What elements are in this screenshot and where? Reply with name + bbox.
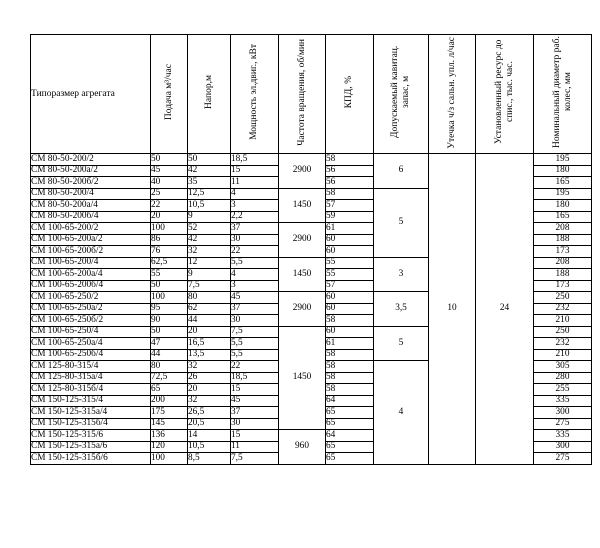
header-rpm: Частота вращения, об/мин	[279, 35, 326, 154]
cell-head: 9	[188, 211, 231, 223]
cell-power: 4	[231, 188, 279, 200]
cell-power: 37	[231, 407, 279, 419]
cell-kpd: 58	[326, 372, 374, 384]
cell-npsh: 3,5	[374, 292, 429, 327]
cell-power: 5,5	[231, 349, 279, 361]
cell-head: 32	[188, 395, 231, 407]
cell-head: 62	[188, 303, 231, 315]
cell-name: СМ 80-50-200/2	[31, 154, 151, 166]
cell-flow: 145	[151, 418, 188, 430]
cell-diameter: 195	[534, 188, 592, 200]
cell-diameter: 232	[534, 338, 592, 350]
cell-flow: 65	[151, 384, 188, 396]
cell-diameter: 210	[534, 349, 592, 361]
cell-head: 32	[188, 361, 231, 373]
cell-npsh: 5	[374, 326, 429, 361]
cell-name: СМ 100-65-200б/2	[31, 246, 151, 258]
cell-flow: 40	[151, 177, 188, 189]
cell-power: 30	[231, 418, 279, 430]
cell-diameter: 255	[534, 384, 592, 396]
cell-head: 13,5	[188, 349, 231, 361]
header-power: Мощность эл.двиг., кВт	[231, 35, 279, 154]
cell-flow: 90	[151, 315, 188, 327]
cell-npsh: 6	[374, 154, 429, 189]
cell-rpm: 2900	[279, 223, 326, 258]
cell-name: СМ 100-65-250/2	[31, 292, 151, 304]
cell-diameter: 335	[534, 430, 592, 442]
cell-npsh: 3	[374, 257, 429, 292]
cell-power: 30	[231, 234, 279, 246]
cell-power: 18,5	[231, 154, 279, 166]
cell-diameter: 165	[534, 211, 592, 223]
cell-power: 2,2	[231, 211, 279, 223]
cell-leak: 10	[429, 154, 476, 465]
cell-head: 42	[188, 234, 231, 246]
cell-head: 14	[188, 430, 231, 442]
cell-head: 10,5	[188, 200, 231, 212]
cell-power: 7,5	[231, 453, 279, 465]
cell-head: 8,5	[188, 453, 231, 465]
cell-head: 9	[188, 269, 231, 281]
cell-diameter: 173	[534, 280, 592, 292]
cell-kpd: 57	[326, 280, 374, 292]
cell-flow: 100	[151, 292, 188, 304]
cell-npsh: 4	[374, 361, 429, 465]
cell-flow: 100	[151, 453, 188, 465]
cell-head: 50	[188, 154, 231, 166]
pump-spec-table	[30, 34, 592, 465]
cell-flow: 120	[151, 441, 188, 453]
cell-name: СМ 150-125-315а/6	[31, 441, 151, 453]
cell-kpd: 58	[326, 188, 374, 200]
cell-head: 10,5	[188, 441, 231, 453]
cell-flow: 20	[151, 211, 188, 223]
header-kpd: КПД, %	[326, 35, 374, 154]
cell-kpd: 58	[326, 361, 374, 373]
header-row	[31, 35, 592, 154]
cell-rpm: 1450	[279, 257, 326, 292]
cell-flow: 136	[151, 430, 188, 442]
cell-diameter: 165	[534, 177, 592, 189]
cell-flow: 86	[151, 234, 188, 246]
cell-kpd: 57	[326, 200, 374, 212]
cell-name: СМ 150-125-315б/4	[31, 418, 151, 430]
cell-power: 22	[231, 246, 279, 258]
cell-name: СМ 100-65-200а/2	[31, 234, 151, 246]
cell-head: 20	[188, 326, 231, 338]
cell-kpd: 61	[326, 338, 374, 350]
cell-power: 37	[231, 303, 279, 315]
cell-head: 26,5	[188, 407, 231, 419]
cell-power: 15	[231, 165, 279, 177]
cell-flow: 55	[151, 269, 188, 281]
header-flow: Подача м³/час	[151, 35, 188, 154]
cell-name: СМ 150-125-315а/4	[31, 407, 151, 419]
cell-kpd: 65	[326, 441, 374, 453]
cell-flow: 45	[151, 165, 188, 177]
cell-head: 7,5	[188, 280, 231, 292]
cell-flow: 200	[151, 395, 188, 407]
cell-diameter: 305	[534, 361, 592, 373]
cell-diameter: 335	[534, 395, 592, 407]
cell-name: СМ 80-50-200а/2	[31, 165, 151, 177]
cell-name: СМ 100-65-200а/4	[31, 269, 151, 281]
cell-power: 3	[231, 200, 279, 212]
cell-diameter: 300	[534, 441, 592, 453]
cell-kpd: 56	[326, 177, 374, 189]
cell-rpm: 2900	[279, 292, 326, 327]
cell-diameter: 280	[534, 372, 592, 384]
cell-head: 44	[188, 315, 231, 327]
cell-power: 5,5	[231, 257, 279, 269]
cell-kpd: 65	[326, 418, 374, 430]
cell-kpd: 64	[326, 430, 374, 442]
cell-diameter: 250	[534, 326, 592, 338]
cell-flow: 100	[151, 223, 188, 235]
cell-name: СМ 80-50-200б/4	[31, 211, 151, 223]
cell-head: 12,5	[188, 188, 231, 200]
cell-diameter: 300	[534, 407, 592, 419]
cell-diameter: 232	[534, 303, 592, 315]
cell-name: СМ 100-65-250/4	[31, 326, 151, 338]
cell-name: СМ 80-50-200а/4	[31, 200, 151, 212]
cell-kpd: 60	[326, 303, 374, 315]
cell-kpd: 60	[326, 246, 374, 258]
cell-head: 42	[188, 165, 231, 177]
cell-kpd: 58	[326, 315, 374, 327]
cell-head: 20	[188, 384, 231, 396]
cell-head: 26	[188, 372, 231, 384]
cell-name: СМ 100-65-200б/4	[31, 280, 151, 292]
cell-kpd: 58	[326, 349, 374, 361]
cell-power: 3	[231, 280, 279, 292]
cell-kpd: 64	[326, 395, 374, 407]
cell-diameter: 188	[534, 234, 592, 246]
cell-flow: 72,5	[151, 372, 188, 384]
cell-name: СМ 150-125-315/4	[31, 395, 151, 407]
cell-diameter: 275	[534, 418, 592, 430]
header-npsh: Допускаемый кавитац. запас, м	[374, 35, 429, 154]
cell-kpd: 55	[326, 257, 374, 269]
cell-head: 32	[188, 246, 231, 258]
cell-name: СМ 100-65-250а/4	[31, 338, 151, 350]
cell-name: СМ 125-80-315б/4	[31, 384, 151, 396]
cell-head: 20,5	[188, 418, 231, 430]
cell-diameter: 188	[534, 269, 592, 281]
cell-flow: 50	[151, 280, 188, 292]
header-name: Типоразмер агрегата	[31, 35, 151, 154]
cell-name: СМ 150-125-315б/6	[31, 453, 151, 465]
cell-diameter: 195	[534, 154, 592, 166]
cell-power: 7,5	[231, 326, 279, 338]
cell-kpd: 65	[326, 407, 374, 419]
table-row	[31, 154, 592, 166]
cell-name: СМ 150-125-315/6	[31, 430, 151, 442]
cell-npsh: 5	[374, 188, 429, 257]
cell-flow: 22	[151, 200, 188, 212]
cell-name: СМ 100-65-250б/4	[31, 349, 151, 361]
table-body	[31, 154, 592, 465]
cell-head: 12	[188, 257, 231, 269]
cell-power: 4	[231, 269, 279, 281]
cell-diameter: 275	[534, 453, 592, 465]
cell-diameter: 210	[534, 315, 592, 327]
cell-power: 11	[231, 177, 279, 189]
cell-diameter: 180	[534, 200, 592, 212]
cell-flow: 76	[151, 246, 188, 258]
cell-power: 15	[231, 430, 279, 442]
cell-rpm: 1450	[279, 188, 326, 223]
cell-head: 80	[188, 292, 231, 304]
cell-kpd: 58	[326, 154, 374, 166]
cell-name: СМ 100-65-250а/2	[31, 303, 151, 315]
cell-flow: 25	[151, 188, 188, 200]
cell-power: 15	[231, 384, 279, 396]
cell-diameter: 173	[534, 246, 592, 258]
cell-head: 52	[188, 223, 231, 235]
cell-flow: 50	[151, 326, 188, 338]
cell-power: 37	[231, 223, 279, 235]
cell-flow: 175	[151, 407, 188, 419]
cell-name: СМ 80-50-200б/2	[31, 177, 151, 189]
cell-kpd: 60	[326, 292, 374, 304]
cell-flow: 50	[151, 154, 188, 166]
cell-kpd: 58	[326, 384, 374, 396]
cell-flow: 80	[151, 361, 188, 373]
cell-name: СМ 125-80-315/4	[31, 361, 151, 373]
cell-power: 45	[231, 292, 279, 304]
cell-power: 22	[231, 361, 279, 373]
header-head: Напор,м	[188, 35, 231, 154]
cell-rpm: 1450	[279, 326, 326, 430]
cell-kpd: 60	[326, 326, 374, 338]
cell-flow: 44	[151, 349, 188, 361]
cell-flow: 62,5	[151, 257, 188, 269]
cell-diameter: 180	[534, 165, 592, 177]
cell-kpd: 65	[326, 453, 374, 465]
cell-flow: 47	[151, 338, 188, 350]
cell-diameter: 208	[534, 257, 592, 269]
cell-flow: 95	[151, 303, 188, 315]
cell-head: 35	[188, 177, 231, 189]
cell-name: СМ 100-65-200/2	[31, 223, 151, 235]
cell-power: 5,5	[231, 338, 279, 350]
cell-rpm: 2900	[279, 154, 326, 189]
cell-name: СМ 100-65-200/4	[31, 257, 151, 269]
cell-name: СМ 125-80-315а/4	[31, 372, 151, 384]
cell-power: 11	[231, 441, 279, 453]
cell-power: 30	[231, 315, 279, 327]
header-diameter: Номинальный диаметр раб. колес, мм	[534, 35, 592, 154]
cell-diameter: 208	[534, 223, 592, 235]
cell-rpm: 960	[279, 430, 326, 465]
cell-kpd: 59	[326, 211, 374, 223]
cell-name: СМ 80-50-200/4	[31, 188, 151, 200]
cell-diameter: 250	[534, 292, 592, 304]
cell-resource: 24	[476, 154, 534, 465]
cell-head: 16,5	[188, 338, 231, 350]
cell-kpd: 60	[326, 234, 374, 246]
cell-name: СМ 100-65-250б/2	[31, 315, 151, 327]
cell-power: 18,5	[231, 372, 279, 384]
cell-kpd: 56	[326, 165, 374, 177]
cell-kpd: 55	[326, 269, 374, 281]
header-leak: Утечка ч/з сальн. упл. л/час	[429, 35, 476, 154]
cell-power: 45	[231, 395, 279, 407]
cell-kpd: 61	[326, 223, 374, 235]
header-resource: Установленный ресурс до спис., тыс. час.	[476, 35, 534, 154]
